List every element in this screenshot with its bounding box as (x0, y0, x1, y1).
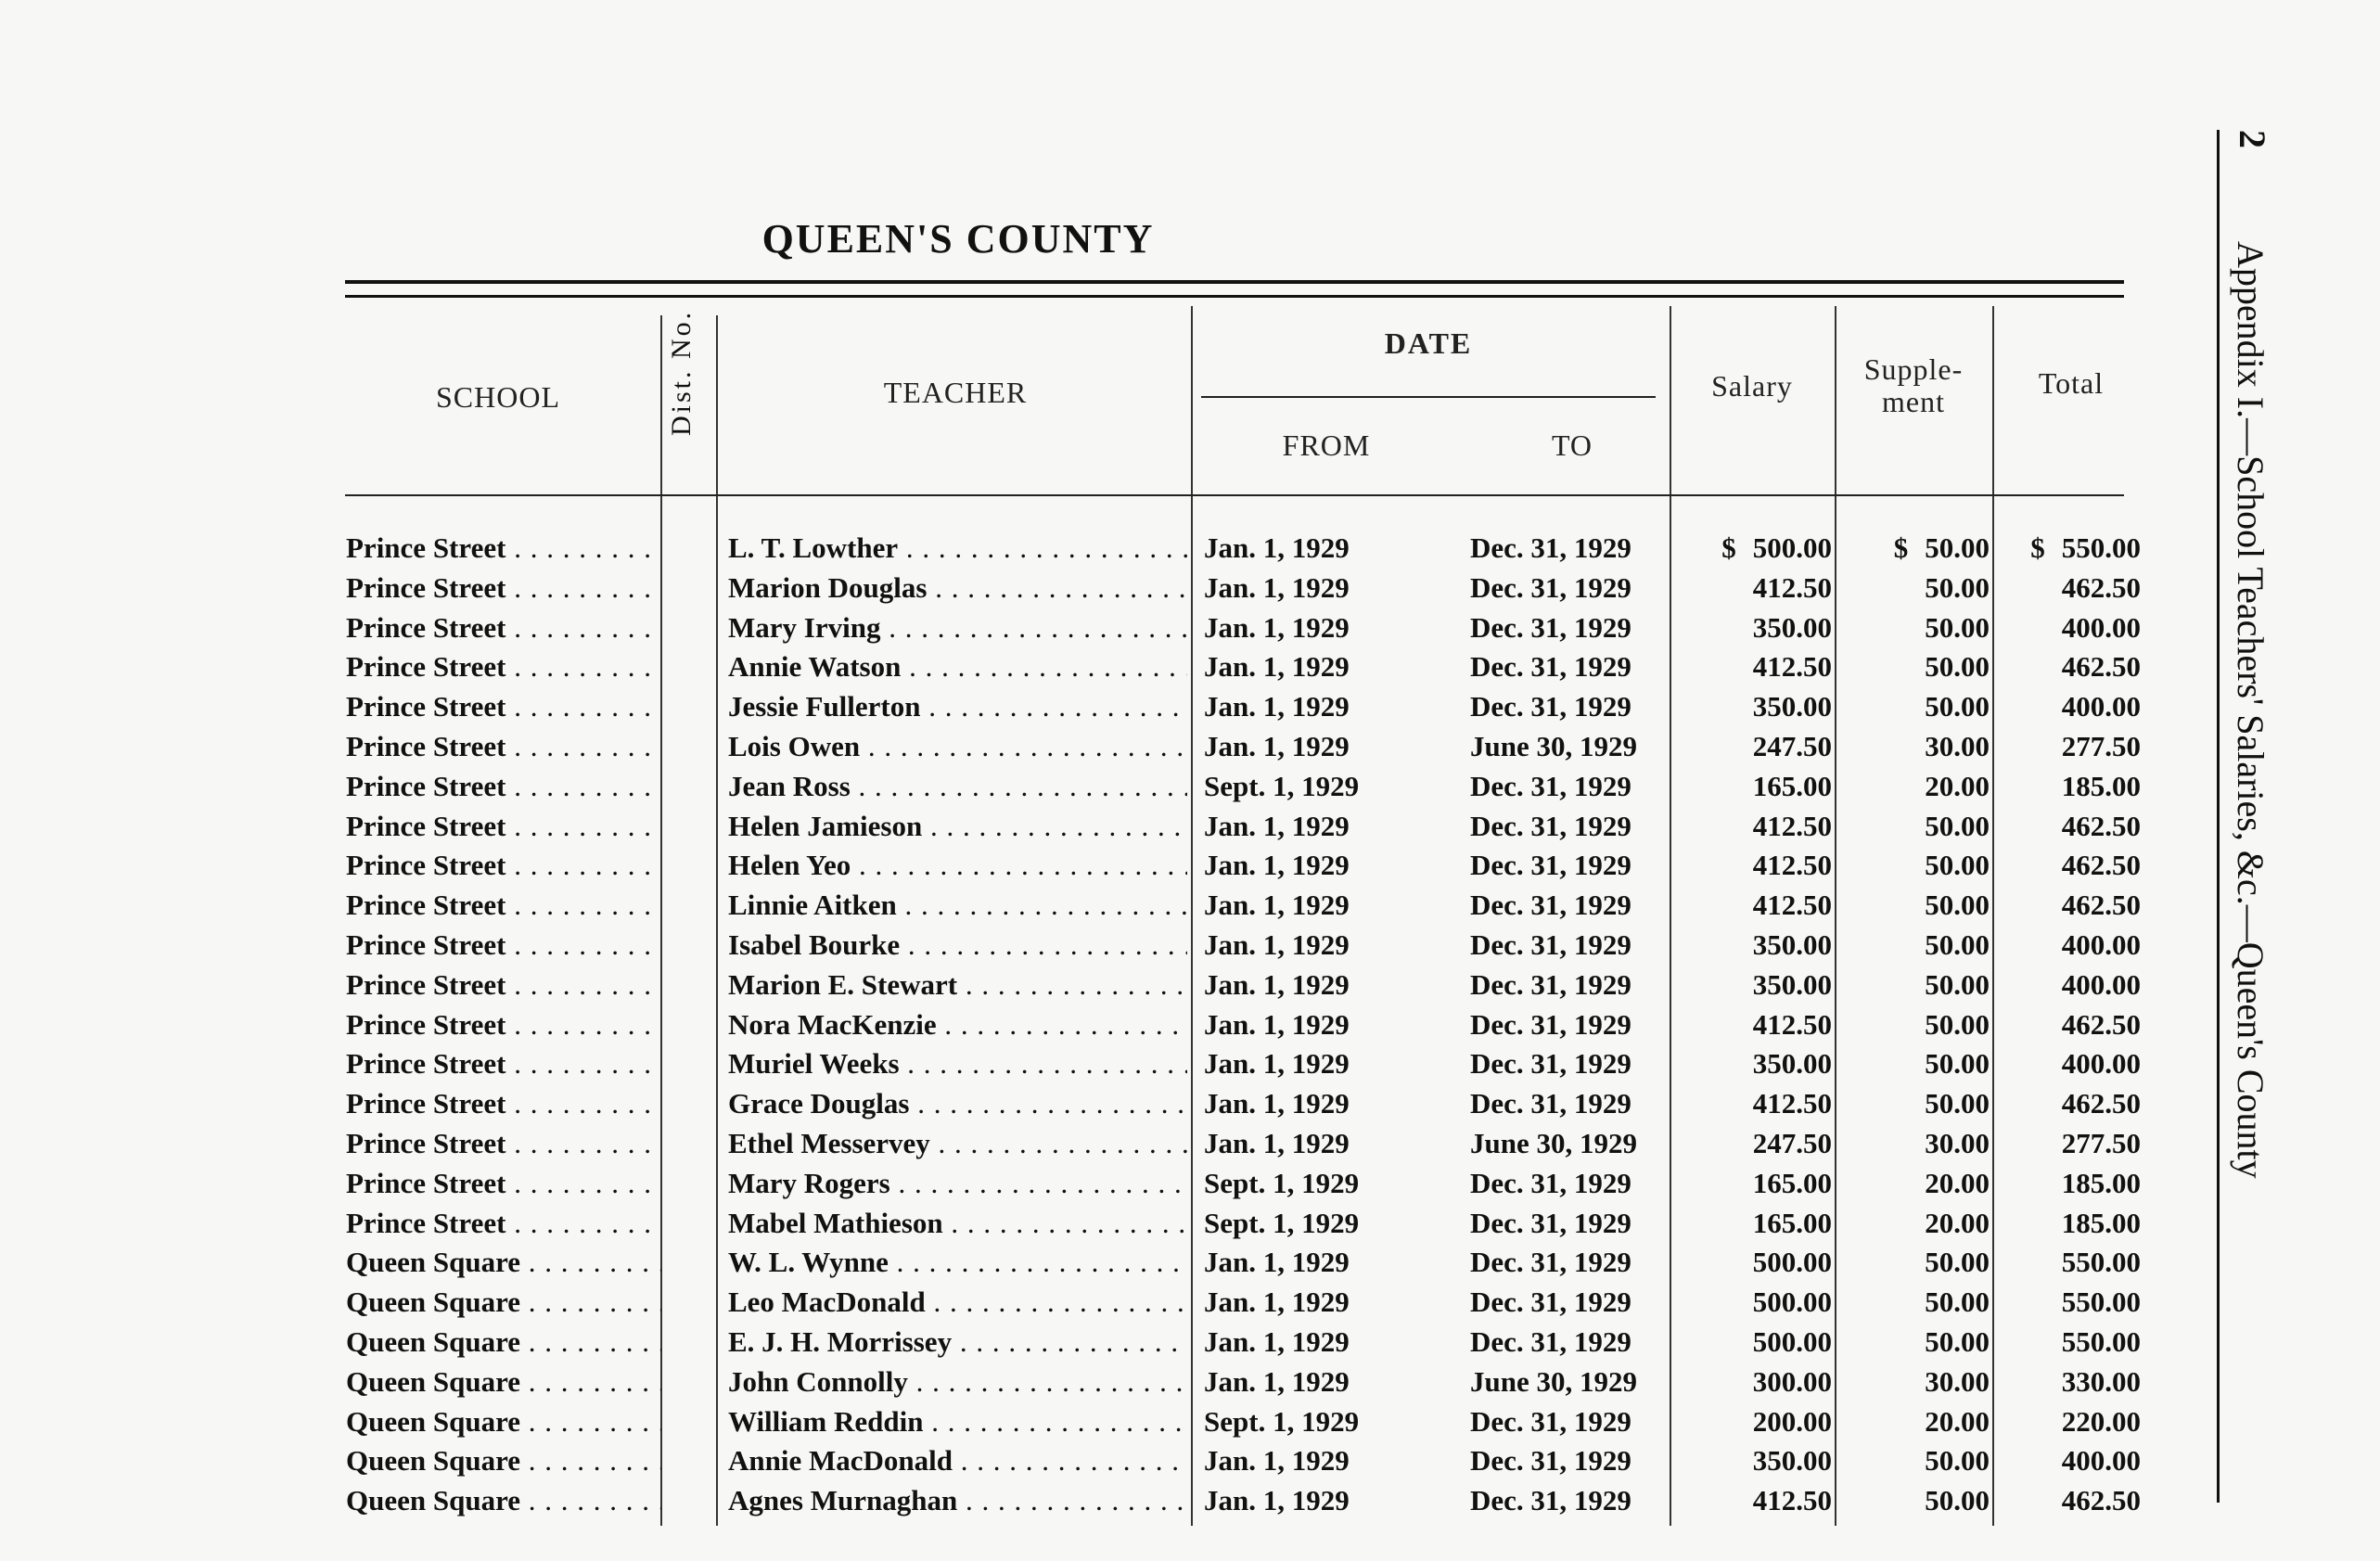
school-cell: Queen Square . . . (346, 1441, 661, 1480)
header-from: FROM (1282, 429, 1371, 462)
from-cell: Jan. 1, 1929 (1204, 1324, 1350, 1358)
to-cell: Dec. 31, 1929 (1470, 1286, 1631, 1319)
total-cell: 550.00 (2061, 1286, 2141, 1319)
supplement-value: 50.00 (1925, 531, 1990, 564)
to-cell: June 30, 1929 (1470, 729, 1637, 762)
from-cell: Jan. 1, 1929 (1204, 809, 1350, 842)
table-row (0, 1402, 2380, 1442)
total-cell: 462.50 (2061, 889, 2141, 922)
teacher-cell: Mary Rogers . . . (728, 1164, 1187, 1203)
to-cell: Dec. 31, 1929 (1470, 1404, 1631, 1438)
supplement-cell: 50.00 (1925, 928, 1990, 961)
dollar-sign: $ (1893, 531, 1909, 564)
teacher-cell: Helen Yeo . . . (728, 846, 1187, 885)
from-cell: Jan. 1, 1929 (1204, 570, 1350, 604)
header-teacher: TEACHER (883, 376, 1028, 409)
total-cell: 462.50 (2061, 809, 2141, 842)
to-cell: June 30, 1929 (1470, 1126, 1637, 1159)
salary-cell: 412.50 (1752, 809, 1832, 842)
total-cell: 462.50 (2061, 1484, 2141, 1517)
table-row (0, 608, 2380, 648)
salary-cell: 247.50 (1752, 1126, 1832, 1159)
school-cell: Prince Street . . . (346, 647, 661, 686)
supplement-cell: 50.00 (1925, 809, 1990, 842)
table-row (0, 1441, 2380, 1481)
from-cell: Jan. 1, 1929 (1204, 610, 1350, 644)
total-cell: 400.00 (2061, 610, 2141, 644)
from-cell: Jan. 1, 1929 (1204, 1246, 1350, 1279)
to-cell: Dec. 31, 1929 (1470, 1206, 1631, 1239)
supplement-cell: 50.00 (1925, 1324, 1990, 1358)
supplement-cell: 50.00 (1925, 849, 1990, 882)
total-cell: 462.50 (2061, 1007, 2141, 1041)
salary-cell: 300.00 (1752, 1364, 1832, 1398)
page-number: 2 (2232, 130, 2273, 148)
teacher-cell: Marion E. Stewart . . . (728, 966, 1187, 1004)
school-cell: Queen Square . . . (346, 1481, 661, 1520)
total-cell: 185.00 (2061, 1166, 2141, 1199)
from-cell: Jan. 1, 1929 (1204, 650, 1350, 684)
school-cell: Prince Street . . . (346, 1204, 661, 1243)
supplement-cell: 20.00 (1925, 1404, 1990, 1438)
teacher-cell: Ethel Messervey . . . (728, 1124, 1187, 1163)
school-cell: Queen Square . . . (346, 1243, 661, 1282)
supplement-cell: 50.00 (1925, 690, 1990, 723)
to-cell: Dec. 31, 1929 (1470, 1047, 1631, 1081)
from-cell: Sept. 1, 1929 (1204, 1404, 1360, 1438)
school-cell: Queen Square . . . (346, 1283, 661, 1322)
page-title: QUEEN'S COUNTY (761, 216, 1155, 262)
to-cell: Dec. 31, 1929 (1470, 1484, 1631, 1517)
total-cell (2003, 529, 2141, 568)
teacher-cell: Agnes Murnaghan . . . (728, 1481, 1187, 1520)
teacher-cell: William Reddin . . . (728, 1402, 1187, 1441)
salary-cell: 500.00 (1752, 1324, 1832, 1358)
total-value: 550.00 (2061, 531, 2141, 564)
to-cell: Dec. 31, 1929 (1470, 570, 1631, 604)
teacher-cell: John Connolly . . . (728, 1363, 1187, 1401)
teacher-cell: Mary Irving . . . (728, 608, 1187, 647)
total-cell: 220.00 (2061, 1404, 2141, 1438)
table-row (0, 1481, 2380, 1521)
salary-cell: 500.00 (1752, 1246, 1832, 1279)
salary-cell: 350.00 (1752, 1047, 1832, 1081)
to-cell: Dec. 31, 1929 (1470, 1087, 1631, 1120)
from-cell: Jan. 1, 1929 (1204, 1087, 1350, 1120)
salary-cell: 500.00 (1752, 1286, 1832, 1319)
supplement-cell: 50.00 (1925, 1484, 1990, 1517)
school-cell: Prince Street . . . (346, 529, 661, 568)
supplement-cell: 50.00 (1925, 1087, 1990, 1120)
from-cell: Jan. 1, 1929 (1204, 928, 1350, 961)
supplement-cell: 50.00 (1925, 967, 1990, 1001)
header-supplement-2: ment (1882, 385, 1945, 418)
school-cell: Prince Street . . . (346, 767, 661, 806)
to-cell: Dec. 31, 1929 (1470, 1166, 1631, 1199)
supplement-cell: 50.00 (1925, 1047, 1990, 1081)
teacher-cell: Mabel Mathieson . . . (728, 1204, 1187, 1243)
supplement-cell: 50.00 (1925, 570, 1990, 604)
total-cell: 185.00 (2061, 769, 2141, 802)
total-cell: 185.00 (2061, 1206, 2141, 1239)
salary-cell: 350.00 (1752, 610, 1832, 644)
header-school: SCHOOL (435, 380, 560, 414)
school-cell: Prince Street . . . (346, 807, 661, 846)
table-row (0, 1363, 2380, 1402)
table-row (0, 1283, 2380, 1323)
salary-cell: 350.00 (1752, 928, 1832, 961)
from-cell: Jan. 1, 1929 (1204, 1364, 1350, 1398)
title-double-rule (345, 280, 2124, 298)
salary-cell: 412.50 (1752, 889, 1832, 922)
teacher-cell: W. L. Wynne . . . (728, 1243, 1187, 1282)
to-cell: Dec. 31, 1929 (1470, 967, 1631, 1001)
teacher-cell: Isabel Bourke . . . (728, 926, 1187, 965)
table-row (0, 1323, 2380, 1363)
teacher-cell: Lois Owen . . . (728, 727, 1187, 766)
salary-table (0, 529, 2380, 1521)
salary-cell: 412.50 (1752, 1087, 1832, 1120)
supplement-cell (1850, 529, 1990, 568)
from-cell: Jan. 1, 1929 (1204, 1286, 1350, 1319)
supplement-cell: 30.00 (1925, 729, 1990, 762)
salary-cell: 350.00 (1752, 690, 1832, 723)
teacher-cell: L. T. Lowther . . . (728, 529, 1187, 568)
dollar-sign: $ (2030, 531, 2045, 564)
salary-cell: 247.50 (1752, 729, 1832, 762)
salary-value: 500.00 (1752, 531, 1832, 564)
total-cell: 277.50 (2061, 729, 2141, 762)
to-cell: Dec. 31, 1929 (1470, 1246, 1631, 1279)
to-cell: Dec. 31, 1929 (1470, 769, 1631, 802)
school-cell: Prince Street . . . (346, 1084, 661, 1123)
header-salary: Salary (1711, 369, 1793, 403)
dollar-sign: $ (1721, 531, 1736, 564)
from-cell: Jan. 1, 1929 (1204, 889, 1350, 922)
total-cell: 400.00 (2061, 1047, 2141, 1081)
to-cell: Dec. 31, 1929 (1470, 809, 1631, 842)
supplement-cell: 50.00 (1925, 1286, 1990, 1319)
from-cell: Jan. 1, 1929 (1204, 1047, 1350, 1081)
salary-cell: 412.50 (1752, 849, 1832, 882)
table-row (0, 846, 2380, 886)
school-cell: Prince Street . . . (346, 846, 661, 885)
supplement-cell: 20.00 (1925, 1206, 1990, 1239)
school-cell: Prince Street . . . (346, 1164, 661, 1203)
table-row (0, 926, 2380, 966)
header-bottom-rule (345, 494, 2124, 496)
from-cell: Jan. 1, 1929 (1204, 1007, 1350, 1041)
school-cell: Prince Street . . . (346, 886, 661, 925)
school-cell: Prince Street . . . (346, 727, 661, 766)
teacher-cell: Grace Douglas . . . (728, 1084, 1187, 1123)
table-row (0, 529, 2380, 569)
teacher-cell: E. J. H. Morrissey . . . (728, 1323, 1187, 1362)
teacher-cell: Jessie Fullerton . . . (728, 687, 1187, 726)
from-cell: Sept. 1, 1929 (1204, 1206, 1360, 1239)
total-cell: 400.00 (2061, 1444, 2141, 1478)
to-cell: June 30, 1929 (1470, 1364, 1637, 1398)
school-cell: Prince Street . . . (346, 1044, 661, 1083)
to-cell: Dec. 31, 1929 (1470, 610, 1631, 644)
table-row (0, 966, 2380, 1005)
supplement-cell: 50.00 (1925, 889, 1990, 922)
salary-cell: 412.50 (1752, 570, 1832, 604)
total-cell: 550.00 (2061, 1246, 2141, 1279)
from-cell: Sept. 1, 1929 (1204, 1166, 1360, 1199)
school-cell: Queen Square . . . (346, 1363, 661, 1401)
from-cell: Jan. 1, 1929 (1204, 1126, 1350, 1159)
table-row (0, 1044, 2380, 1084)
teacher-cell: Linnie Aitken . . . (728, 886, 1187, 925)
from-cell: Jan. 1, 1929 (1204, 967, 1350, 1001)
salary-cell: 412.50 (1752, 650, 1832, 684)
from-cell: Jan. 1, 1929 (1204, 531, 1350, 564)
table-row (0, 886, 2380, 926)
salary-cell: 165.00 (1752, 769, 1832, 802)
total-cell: 462.50 (2061, 570, 2141, 604)
to-cell: Dec. 31, 1929 (1470, 1444, 1631, 1478)
total-cell: 400.00 (2061, 928, 2141, 961)
table-row (0, 767, 2380, 807)
school-cell: Queen Square . . . (346, 1323, 661, 1362)
total-cell: 550.00 (2061, 1324, 2141, 1358)
school-cell: Prince Street . . . (346, 1124, 661, 1163)
to-cell: Dec. 31, 1929 (1470, 650, 1631, 684)
supplement-cell: 20.00 (1925, 1166, 1990, 1199)
to-cell: Dec. 31, 1929 (1470, 531, 1631, 564)
salary-cell: 350.00 (1752, 1444, 1832, 1478)
from-cell: Jan. 1, 1929 (1204, 690, 1350, 723)
header-total: Total (2038, 366, 2105, 400)
to-cell: Dec. 31, 1929 (1470, 1007, 1631, 1041)
header-to: TO (1551, 429, 1593, 462)
table-row (0, 1164, 2380, 1204)
supplement-cell: 50.00 (1925, 1246, 1990, 1279)
total-cell: 462.50 (2061, 650, 2141, 684)
total-cell: 277.50 (2061, 1126, 2141, 1159)
table-row (0, 1204, 2380, 1244)
to-cell: Dec. 31, 1929 (1470, 690, 1631, 723)
to-cell: Dec. 31, 1929 (1470, 1324, 1631, 1358)
supplement-cell: 20.00 (1925, 769, 1990, 802)
total-cell: 330.00 (2061, 1364, 2141, 1398)
school-cell: Prince Street . . . (346, 608, 661, 647)
total-cell: 400.00 (2061, 690, 2141, 723)
table-row (0, 569, 2380, 608)
school-cell: Prince Street . . . (346, 569, 661, 608)
salary-cell: 165.00 (1752, 1166, 1832, 1199)
total-cell: 462.50 (2061, 849, 2141, 882)
salary-cell: 412.50 (1752, 1484, 1832, 1517)
school-cell: Queen Square . . . (346, 1402, 661, 1441)
school-cell: Prince Street . . . (346, 687, 661, 726)
supplement-cell: 30.00 (1925, 1126, 1990, 1159)
teacher-cell: Nora MacKenzie . . . (728, 1005, 1187, 1044)
school-cell: Prince Street . . . (346, 966, 661, 1004)
salary-cell: 350.00 (1752, 967, 1832, 1001)
table-row (0, 1124, 2380, 1164)
salary-cell (1688, 529, 1832, 568)
salary-cell: 200.00 (1752, 1404, 1832, 1438)
table-row (0, 1005, 2380, 1045)
from-cell: Jan. 1, 1929 (1204, 729, 1350, 762)
salary-cell: 165.00 (1752, 1206, 1832, 1239)
side-title: Appendix I.—School Teachers' Salaries, &c.—Queen's County (2230, 241, 2271, 1179)
table-row (0, 647, 2380, 687)
table-row (0, 1243, 2380, 1283)
to-cell: Dec. 31, 1929 (1470, 889, 1631, 922)
header-date: DATE (1384, 326, 1473, 360)
to-cell: Dec. 31, 1929 (1470, 849, 1631, 882)
date-subheader-rule (1201, 396, 1656, 398)
school-cell: Prince Street . . . (346, 926, 661, 965)
supplement-cell: 50.00 (1925, 1007, 1990, 1041)
from-cell: Jan. 1, 1929 (1204, 1484, 1350, 1517)
supplement-cell: 30.00 (1925, 1364, 1990, 1398)
salary-cell: 412.50 (1752, 1007, 1832, 1041)
from-cell: Sept. 1, 1929 (1204, 769, 1360, 802)
table-row (0, 807, 2380, 847)
from-cell: Jan. 1, 1929 (1204, 1444, 1350, 1478)
teacher-cell: Jean Ross . . . (728, 767, 1187, 806)
total-cell: 462.50 (2061, 1087, 2141, 1120)
teacher-cell: Muriel Weeks . . . (728, 1044, 1187, 1083)
teacher-cell: Helen Jamieson . . . (728, 807, 1187, 846)
supplement-cell: 50.00 (1925, 650, 1990, 684)
to-cell: Dec. 31, 1929 (1470, 928, 1631, 961)
total-cell: 400.00 (2061, 967, 2141, 1001)
teacher-cell: Annie MacDonald . . . (728, 1441, 1187, 1480)
supplement-cell: 50.00 (1925, 1444, 1990, 1478)
teacher-cell: Annie Watson . . . (728, 647, 1187, 686)
header-supplement-1: Supple- (1863, 352, 1964, 386)
table-row (0, 687, 2380, 727)
table-row (0, 1084, 2380, 1124)
table-row (0, 727, 2380, 767)
teacher-cell: Marion Douglas . . . (728, 569, 1187, 608)
school-cell: Prince Street . . . (346, 1005, 661, 1044)
header-dist-no: Dist. No. (666, 309, 697, 436)
from-cell: Jan. 1, 1929 (1204, 849, 1350, 882)
supplement-cell: 50.00 (1925, 610, 1990, 644)
teacher-cell: Leo MacDonald . . . (728, 1283, 1187, 1322)
